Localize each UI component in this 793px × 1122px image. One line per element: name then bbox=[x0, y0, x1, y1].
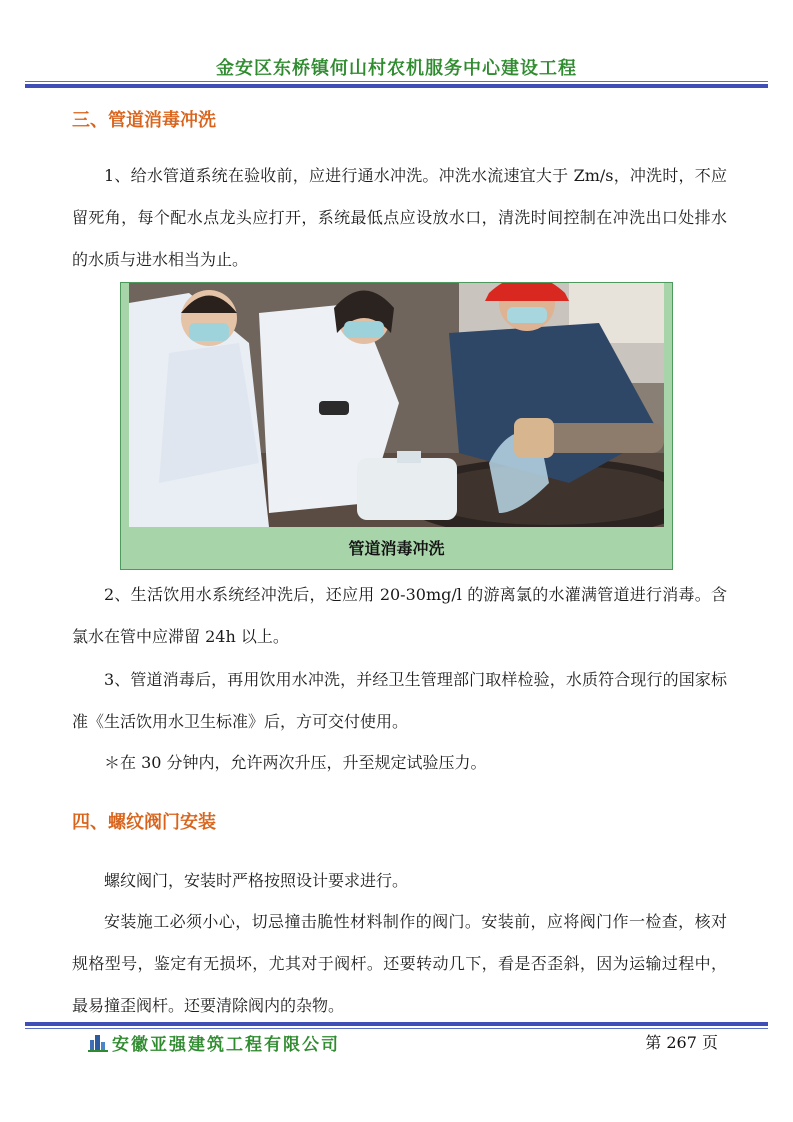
paragraph: ＊在 30 分钟内，允许两次升压，升至规定试验压力。 bbox=[104, 753, 487, 772]
paragraph: 3、管道消毒后，再用饮用水冲洗，并经卫生管理部门取样检验，水质符合现行的国家标准《生活饮用水卫生标准》后，方可交付使用。 bbox=[72, 670, 727, 731]
figure-caption: 管道消毒冲洗 bbox=[348, 539, 445, 558]
footer-rule bbox=[25, 1020, 768, 1029]
company-logo-icon bbox=[88, 1032, 108, 1052]
page-header-title: 金安区东桥镇何山村农机服务中心建设工程 bbox=[216, 58, 577, 79]
section-title-4: 四、螺纹阀门安装 bbox=[72, 812, 216, 833]
figure bbox=[120, 282, 673, 570]
company-name: 安徽亚强建筑工程有限公司 bbox=[112, 1035, 340, 1055]
paragraph: 安装施工必须小心，切忌撞击脆性材料制作的阀门。安装前，应将阀门作一检查，核对规格型号，鉴定有无损坏，尤其对于阀杆。还要转动几下，看是否歪斜，因为运输过程中，最易撞歪阀杆。还要清除阀内的杂物。 bbox=[72, 912, 727, 1015]
section-title-3: 三、管道消毒冲洗 bbox=[72, 110, 216, 131]
page-number: 第 267 页 bbox=[645, 1033, 718, 1052]
photo-pipe-flushing bbox=[129, 283, 664, 527]
paragraph: 2、生活饮用水系统经冲洗后，还应用 20-30mg/l 的游离氯的水灌满管道进行消毒。含氯水在管中应滞留 24h 以上。 bbox=[72, 585, 727, 646]
header-rule bbox=[25, 81, 768, 88]
paragraph: 螺纹阀门，安装时严格按照设计要求进行。 bbox=[104, 871, 409, 890]
page-footer bbox=[88, 1030, 728, 1054]
paragraph: 1、给水管道系统在验收前，应进行通水冲洗。冲洗水流速宜大于 Zm/s，冲洗时，不应留死角，每个配水点龙头应打开，系统最低点应设放水口，清洗时间控制在冲洗出口处排水的水质与进水相当为止。 bbox=[72, 166, 727, 269]
